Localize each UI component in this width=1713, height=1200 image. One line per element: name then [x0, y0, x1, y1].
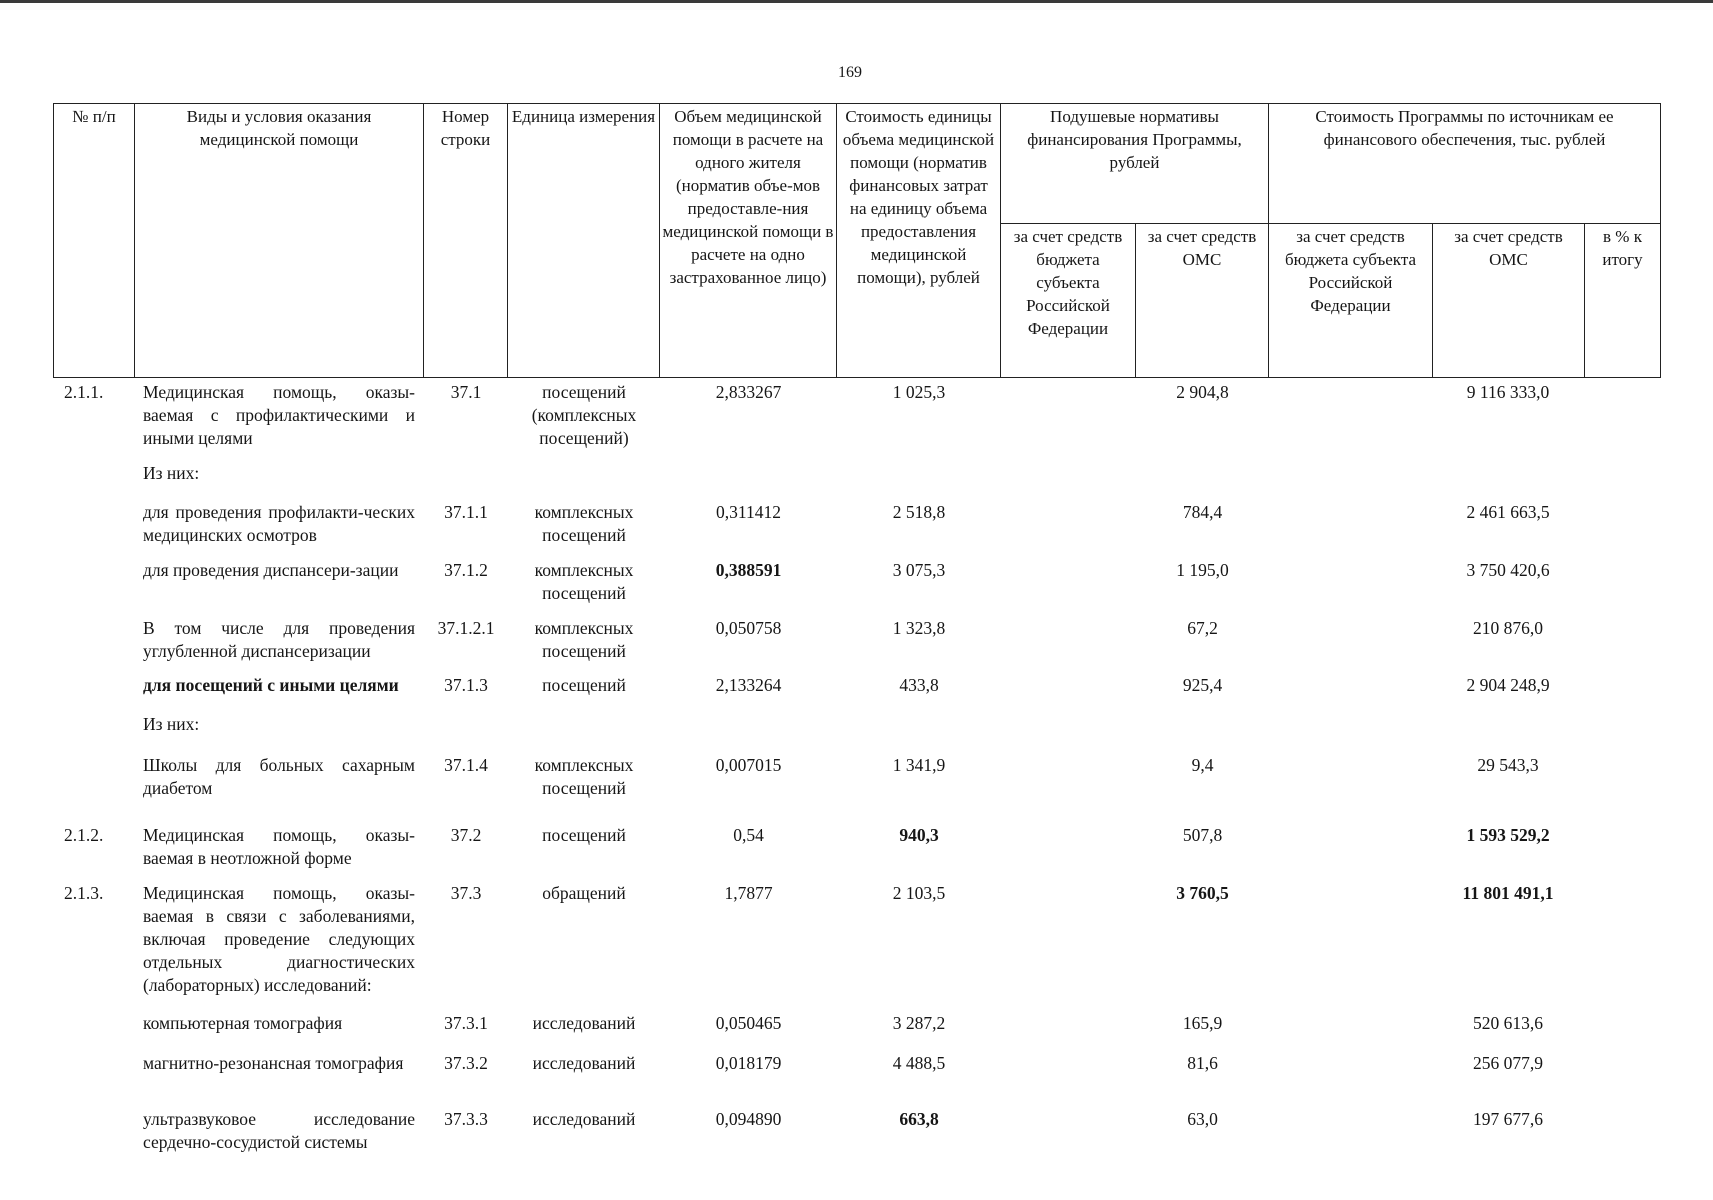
row-unit: исследований	[532, 1053, 636, 1073]
row-name: для посещений с иными целями	[143, 675, 399, 695]
row-volume: 0,050465	[715, 1013, 782, 1033]
row-name: Медицинская помощь, оказы-ваемая в связи с заболеваниями, включая проведение следующих отдельных диагностических (лабораторных) исследований:	[143, 883, 415, 995]
row-unit: комплексных посещений	[534, 560, 634, 603]
table-row	[0, 617, 1713, 661]
table-row	[0, 559, 1713, 603]
table-row	[0, 674, 1713, 695]
row-cost: 1 025,3	[892, 382, 946, 402]
row-volume: 0,018179	[715, 1053, 782, 1073]
row-oms: 165,9	[1182, 1013, 1223, 1033]
row-volume: 0,007015	[715, 755, 782, 775]
row-total: 197 677,6	[1473, 1109, 1543, 1129]
header-per-capita-budget: за счет средств бюджета субъекта Российской Федерации	[1001, 224, 1136, 378]
row-total: 210 876,0	[1473, 618, 1543, 638]
row-oms: 81,6	[1187, 1053, 1218, 1073]
row-line: 37.1.2.1	[437, 618, 495, 638]
row-oms: 1 195,0	[1176, 560, 1229, 580]
row-volume: 0,094890	[715, 1109, 782, 1129]
row-oms: 507,8	[1182, 825, 1223, 845]
row-name: Медицинская помощь, оказы-ваемая в неотложной форме	[143, 825, 415, 868]
row-oms: 925,4	[1182, 675, 1223, 695]
row-cost: 3 287,2	[892, 1013, 946, 1033]
row-unit: комплексных посещений	[534, 618, 634, 661]
row-unit: посещений	[542, 675, 626, 695]
row-total: 2 904 248,9	[1466, 675, 1550, 695]
row-unit: посещений	[542, 825, 626, 845]
header-program-oms: за счет средств ОМС	[1433, 224, 1585, 378]
table-row	[0, 754, 1713, 798]
row-cost: 433,8	[899, 675, 939, 695]
row-line: 37.3.1	[444, 1013, 488, 1033]
row-name: Из них:	[143, 714, 200, 734]
header-per-capita-oms: за счет средств ОМС	[1136, 224, 1269, 378]
row-name: для проведения диспансери-зации	[143, 560, 399, 580]
row-total: 1 593 529,2	[1466, 825, 1550, 845]
row-volume: 0,050758	[715, 618, 782, 638]
header-volume: Объем медицинской помощи в расчете на одного жителя (норматив объе-мов предоставле-ния медицинской помощи в расчете на одно застрахованное лицо)	[660, 104, 837, 378]
row-volume: 2,833267	[715, 382, 782, 402]
row-cost: 3 075,3	[892, 560, 946, 580]
row-volume: 2,133264	[715, 675, 782, 695]
row-num: 2.1.3.	[64, 883, 104, 903]
row-total: 9 116 333,0	[1466, 382, 1550, 402]
row-volume: 0,388591	[715, 560, 782, 580]
row-oms: 67,2	[1187, 618, 1218, 638]
row-line: 37.1.2	[444, 560, 488, 580]
row-total: 11 801 491,1	[1462, 883, 1554, 903]
row-unit: комплексных посещений	[534, 502, 634, 545]
table-row	[0, 713, 1713, 734]
header-unit: Единица измерения	[508, 104, 660, 378]
row-total: 3 750 420,6	[1466, 560, 1550, 580]
table-row	[0, 882, 1713, 995]
row-total: 520 613,6	[1473, 1013, 1543, 1033]
row-unit: исследований	[532, 1013, 636, 1033]
row-line: 37.1	[450, 382, 482, 402]
top-border-line	[0, 0, 1713, 3]
row-line: 37.2	[450, 825, 482, 845]
row-num: 2.1.1.	[64, 382, 104, 402]
table-row	[0, 824, 1713, 868]
header-line: Номер строки	[424, 104, 508, 378]
table-row	[0, 1108, 1713, 1152]
row-cost: 4 488,5	[892, 1053, 946, 1073]
row-total: 2 461 663,5	[1466, 502, 1550, 522]
row-cost: 663,8	[899, 1109, 939, 1129]
row-line: 37.1.3	[444, 675, 488, 695]
table-row	[0, 501, 1713, 545]
header-program-percent: в % к итогу	[1585, 224, 1661, 378]
row-unit: обращений	[542, 883, 626, 903]
table-row	[0, 462, 1713, 483]
header-num: № п/п	[54, 104, 135, 378]
row-line: 37.3.2	[444, 1053, 488, 1073]
row-line: 37.1.1	[444, 502, 488, 522]
header-name: Виды и условия оказания медицинской помощи	[135, 104, 424, 378]
row-name: ультразвуковое исследование сердечно-сосудистой системы	[143, 1109, 415, 1152]
header-cost: Стоимость единицы объема медицинской помощи (норматив финансовых затрат на единицу объема предоставления медицинской помощи), рублей	[837, 104, 1001, 378]
row-cost: 940,3	[899, 825, 939, 845]
row-unit: комплексных посещений	[534, 755, 634, 798]
row-name: Медицинская помощь, оказы-ваемая с профилактическими и иными целями	[143, 382, 415, 448]
row-line: 37.3.3	[444, 1109, 488, 1129]
header-program-budget: за счет средств бюджета субъекта Российской Федерации	[1269, 224, 1433, 378]
row-line: 37.3	[450, 883, 482, 903]
table-row	[0, 381, 1713, 448]
row-oms: 63,0	[1187, 1109, 1218, 1129]
table-row	[0, 1012, 1713, 1033]
row-oms: 9,4	[1191, 755, 1214, 775]
row-volume: 1,7877	[724, 883, 773, 903]
row-unit: исследований	[532, 1109, 636, 1129]
row-oms: 784,4	[1182, 502, 1223, 522]
row-name: для проведения профилакти-ческих медицинских осмотров	[143, 502, 415, 545]
row-cost: 1 341,9	[892, 755, 946, 775]
row-cost: 2 103,5	[892, 883, 946, 903]
table-header	[53, 103, 1661, 378]
page-number: 169	[838, 64, 862, 81]
row-name: компьютерная томография	[143, 1013, 343, 1033]
header-program-cost: Стоимость Программы по источникам ее финансового обеспечения, тыс. рублей	[1269, 104, 1661, 224]
header-per-capita: Подушевые нормативы финансирования Программы, рублей	[1001, 104, 1269, 224]
row-name: Из них:	[143, 463, 200, 483]
row-name: В том числе для проведения углубленной диспансеризации	[143, 618, 415, 661]
row-oms: 3 760,5	[1176, 883, 1229, 903]
row-volume: 0,54	[733, 825, 764, 845]
row-line: 37.1.4	[444, 755, 488, 775]
row-name: Школы для больных сахарным диабетом	[143, 755, 415, 798]
row-volume: 0,311412	[716, 502, 781, 522]
row-total: 29 543,3	[1477, 755, 1539, 775]
row-unit: посещений (комплексных посещений)	[531, 382, 637, 448]
row-num: 2.1.2.	[64, 825, 104, 845]
row-cost: 2 518,8	[892, 502, 946, 522]
row-oms: 2 904,8	[1176, 382, 1229, 402]
table-row	[0, 1052, 1713, 1073]
row-cost: 1 323,8	[892, 618, 946, 638]
row-total: 256 077,9	[1473, 1053, 1543, 1073]
row-name: магнитно-резонансная томография	[143, 1053, 404, 1073]
